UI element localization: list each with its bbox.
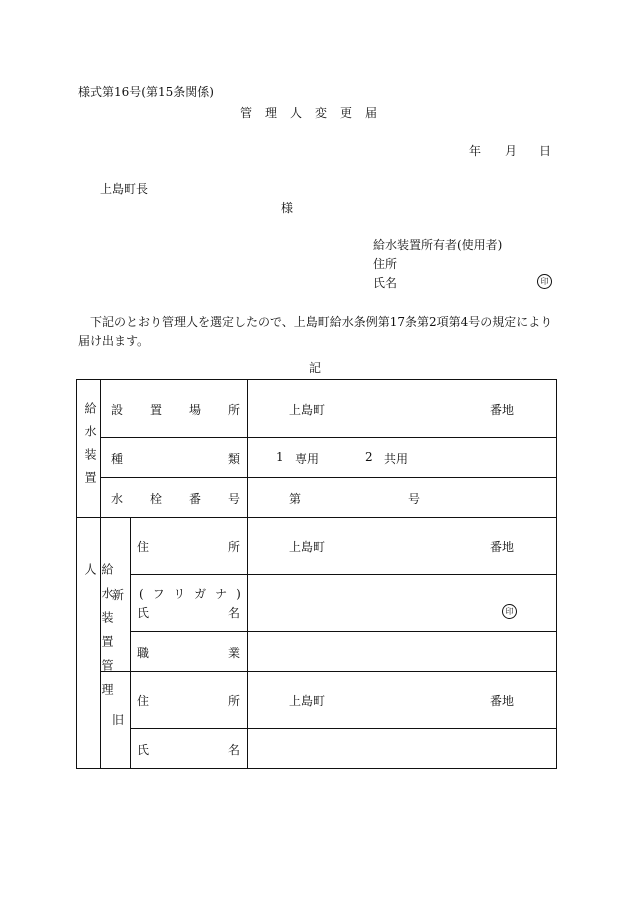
table-line [130, 574, 556, 575]
location-label-text: 設 置 場 所 [111, 403, 240, 417]
new-furigana-label: (フリガナ) [139, 587, 250, 601]
table-line [130, 631, 556, 632]
applicant-name-label: 氏名 [373, 276, 398, 290]
old-address-suffix: 番地 [490, 694, 515, 708]
new-occupation-label: 職 業 [137, 646, 240, 660]
table-line [100, 437, 556, 438]
manager-section-label: 給水装置管理人 [83, 563, 114, 707]
new-seal-mark: 印 [502, 604, 517, 619]
new-name-label: 氏 名 [137, 606, 240, 620]
hydrant-prefix: 第 [289, 492, 302, 506]
document-title: 管理人変更届 [239, 106, 390, 120]
new-address-town: 上島町 [289, 540, 326, 554]
hydrant-label: 水 栓 番 号 [111, 492, 240, 506]
addressee-honorific: 様 [281, 201, 294, 215]
applicant-address-label: 住所 [373, 257, 398, 271]
new-address-suffix: 番地 [490, 540, 515, 554]
old-label: 旧 [112, 713, 125, 727]
type-label: 種 類 [111, 452, 240, 466]
form-number: 様式第16号(第15条関係) [78, 85, 214, 99]
form-table [76, 379, 557, 769]
applicant-role: 給水装置所有者(使用者) [373, 238, 503, 252]
type-option1-num: 1 [276, 450, 284, 464]
date-month: 月 [505, 144, 518, 158]
old-address-label: 住 所 [137, 694, 240, 708]
old-address-town: 上島町 [289, 694, 326, 708]
table-line [100, 477, 556, 478]
type-option2-num: 2 [365, 450, 373, 464]
device-section-label: 給水装置 [83, 402, 97, 494]
table-line [130, 517, 131, 768]
new-label: 新 [112, 588, 125, 602]
table-line [100, 671, 556, 672]
date-year: 年 [469, 144, 482, 158]
ki-heading: 記 [308, 361, 321, 375]
applicant-seal-mark: 印 [537, 274, 552, 289]
date-day: 日 [539, 144, 552, 158]
table-line [130, 728, 556, 729]
location-town: 上島町 [289, 403, 326, 417]
hydrant-suffix: 号 [408, 492, 421, 506]
new-address-label: 住 所 [137, 540, 240, 554]
body-text: 下記のとおり管理人を選定したので、上島町給水条例第17条第2項第4号の規定により届け出ます。 [78, 315, 553, 348]
location-suffix: 番地 [490, 403, 515, 417]
old-name-label: 氏 名 [137, 743, 240, 757]
addressee-name: 上島町長 [100, 182, 149, 196]
type-option1-text: 専用 [295, 452, 320, 466]
type-option2-text: 共用 [384, 452, 409, 466]
table-line [77, 517, 556, 518]
